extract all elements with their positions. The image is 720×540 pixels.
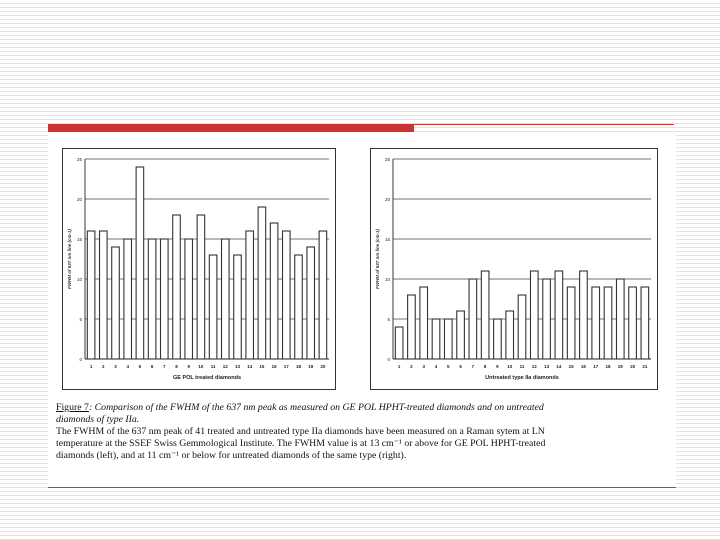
x-tick-label-5: 5 xyxy=(138,364,142,369)
bar-16 xyxy=(270,223,278,359)
caption-body-line-2: temperature at the SSEF Swiss Gemmological Institute. The FWHM value is at 13 cm⁻¹ or above for GE POL HPHT-treated xyxy=(56,438,546,449)
chart-untreated-type-iia xyxy=(370,148,658,390)
figure-caption xyxy=(56,402,656,462)
caption-body-line-1: The FWHM of the 637 nm peak of 41 treated and untreated type IIa diamonds have been measured on a Raman sytem at LN xyxy=(56,426,545,437)
y-tick-label-5: 5 xyxy=(79,317,82,322)
bar-4 xyxy=(124,239,132,359)
y-tick-label-20: 20 xyxy=(384,197,390,202)
y-axis-title: FWHM of 637 nm line (cm-1) xyxy=(375,228,380,290)
bar-12 xyxy=(222,239,230,359)
x-tick-label-10: 10 xyxy=(507,364,513,369)
bar-18 xyxy=(295,255,303,359)
bar-5 xyxy=(136,167,144,359)
y-tick-label-10: 10 xyxy=(76,277,82,282)
y-tick-label-15: 15 xyxy=(384,237,390,242)
y-tick-label-0: 0 xyxy=(79,357,82,362)
x-tick-label-8: 8 xyxy=(175,364,178,369)
x-tick-label-20: 20 xyxy=(320,364,326,369)
bar-13 xyxy=(234,255,242,359)
bar-8 xyxy=(481,271,489,359)
y-axis-title: FWHM of 637 nm line (cm-1) xyxy=(67,228,72,290)
x-tick-label-13: 13 xyxy=(234,364,241,369)
bottom-rule xyxy=(48,487,676,488)
bar-5 xyxy=(444,319,452,359)
bar-10 xyxy=(506,311,514,359)
bar-13 xyxy=(543,279,551,359)
bar-7 xyxy=(161,239,169,359)
x-tick-label-5: 5 xyxy=(447,364,450,369)
x-tick-label-6: 6 xyxy=(459,364,462,369)
bar-16 xyxy=(580,271,588,359)
x-tick-label-19: 19 xyxy=(617,364,623,369)
chart-left-svg xyxy=(63,149,335,389)
x-tick-label-17: 17 xyxy=(593,364,599,369)
y-tick-label-5: 5 xyxy=(387,317,390,322)
x-tick-label-4: 4 xyxy=(434,364,438,369)
bar-10 xyxy=(197,215,205,359)
x-tick-label-16: 16 xyxy=(271,364,277,369)
bar-15 xyxy=(567,287,575,359)
x-tick-label-3: 3 xyxy=(422,364,425,369)
bar-3 xyxy=(112,247,120,359)
bar-1 xyxy=(395,327,403,359)
x-tick-label-20: 20 xyxy=(630,364,636,369)
bar-17 xyxy=(592,287,600,359)
y-tick-label-25: 25 xyxy=(76,157,82,162)
x-tick-label-21: 21 xyxy=(642,364,648,369)
x-tick-label-17: 17 xyxy=(283,364,289,369)
x-tick-label-2: 2 xyxy=(410,364,413,369)
x-tick-label-9: 9 xyxy=(187,364,190,369)
bar-14 xyxy=(555,271,563,359)
caption-title-line-1 xyxy=(56,402,656,414)
bar-19 xyxy=(307,247,315,359)
x-axis-title: GE POL treated diamonds xyxy=(172,375,242,381)
x-tick-label-6: 6 xyxy=(150,364,154,369)
x-tick-label-19: 19 xyxy=(308,364,314,369)
title-accent-rule xyxy=(414,124,674,125)
y-tick-label-20: 20 xyxy=(76,197,82,202)
bar-21 xyxy=(641,287,649,359)
figure-title-part-2: diamonds of type IIa. xyxy=(56,414,140,425)
y-tick-label-15: 15 xyxy=(76,237,82,242)
x-tick-label-14: 14 xyxy=(247,364,253,369)
bar-2 xyxy=(408,295,416,359)
bar-14 xyxy=(246,231,254,359)
x-tick-label-18: 18 xyxy=(605,364,611,369)
y-tick-label-0: 0 xyxy=(387,357,390,362)
y-tick-label-25: 25 xyxy=(384,157,390,162)
x-axis-title: Untreated type IIa diamonds xyxy=(485,375,559,381)
bar-8 xyxy=(173,215,181,359)
x-tick-label-15: 15 xyxy=(259,364,265,369)
x-tick-label-12: 12 xyxy=(531,364,537,369)
x-tick-label-8: 8 xyxy=(483,364,487,369)
scanned-figure xyxy=(52,140,664,482)
x-tick-label-1: 1 xyxy=(397,364,401,369)
bar-20 xyxy=(319,231,327,359)
x-tick-label-15: 15 xyxy=(568,364,574,369)
chart-ge-pol-treated xyxy=(62,148,336,390)
chart-right-svg xyxy=(371,149,657,389)
title-accent-bar xyxy=(48,124,414,132)
bar-12 xyxy=(530,271,538,359)
x-tick-label-4: 4 xyxy=(126,364,129,369)
bar-1 xyxy=(87,231,95,359)
bar-17 xyxy=(283,231,291,359)
bar-19 xyxy=(616,279,624,359)
bar-9 xyxy=(185,239,193,359)
bar-7 xyxy=(469,279,477,359)
x-tick-label-9: 9 xyxy=(496,364,499,369)
bar-15 xyxy=(258,207,266,359)
bar-3 xyxy=(420,287,428,359)
bar-2 xyxy=(100,231,108,359)
x-tick-label-11: 11 xyxy=(210,364,216,369)
bar-20 xyxy=(629,287,637,359)
y-tick-label-10: 10 xyxy=(384,277,390,282)
x-tick-label-16: 16 xyxy=(580,364,586,369)
x-tick-label-2: 2 xyxy=(102,364,105,369)
x-tick-label-11: 11 xyxy=(519,364,525,369)
bar-11 xyxy=(518,295,526,359)
bar-6 xyxy=(148,239,156,359)
x-tick-label-18: 18 xyxy=(295,364,302,369)
bar-18 xyxy=(604,287,612,359)
caption-body-line-3: diamonds (left), and at 11 cm⁻¹ or below for untreated diamonds of the same type (right). xyxy=(56,450,407,461)
bar-4 xyxy=(432,319,440,359)
x-tick-label-3: 3 xyxy=(114,364,117,369)
bar-11 xyxy=(209,255,217,359)
figure-label: Figure 7 xyxy=(56,402,89,413)
x-tick-label-1: 1 xyxy=(89,364,93,369)
x-tick-label-10: 10 xyxy=(198,364,204,369)
bar-6 xyxy=(457,311,465,359)
x-tick-label-7: 7 xyxy=(163,364,166,369)
bar-9 xyxy=(494,319,502,359)
x-tick-label-14: 14 xyxy=(556,364,562,369)
figure-title-part-1: : Comparison of the FWHM of the 637 nm peak as measured on GE POL HPHT-treated diamonds and on untreated xyxy=(88,402,544,413)
x-tick-label-12: 12 xyxy=(222,364,228,369)
x-tick-label-13: 13 xyxy=(544,364,550,369)
x-tick-label-7: 7 xyxy=(471,364,475,369)
